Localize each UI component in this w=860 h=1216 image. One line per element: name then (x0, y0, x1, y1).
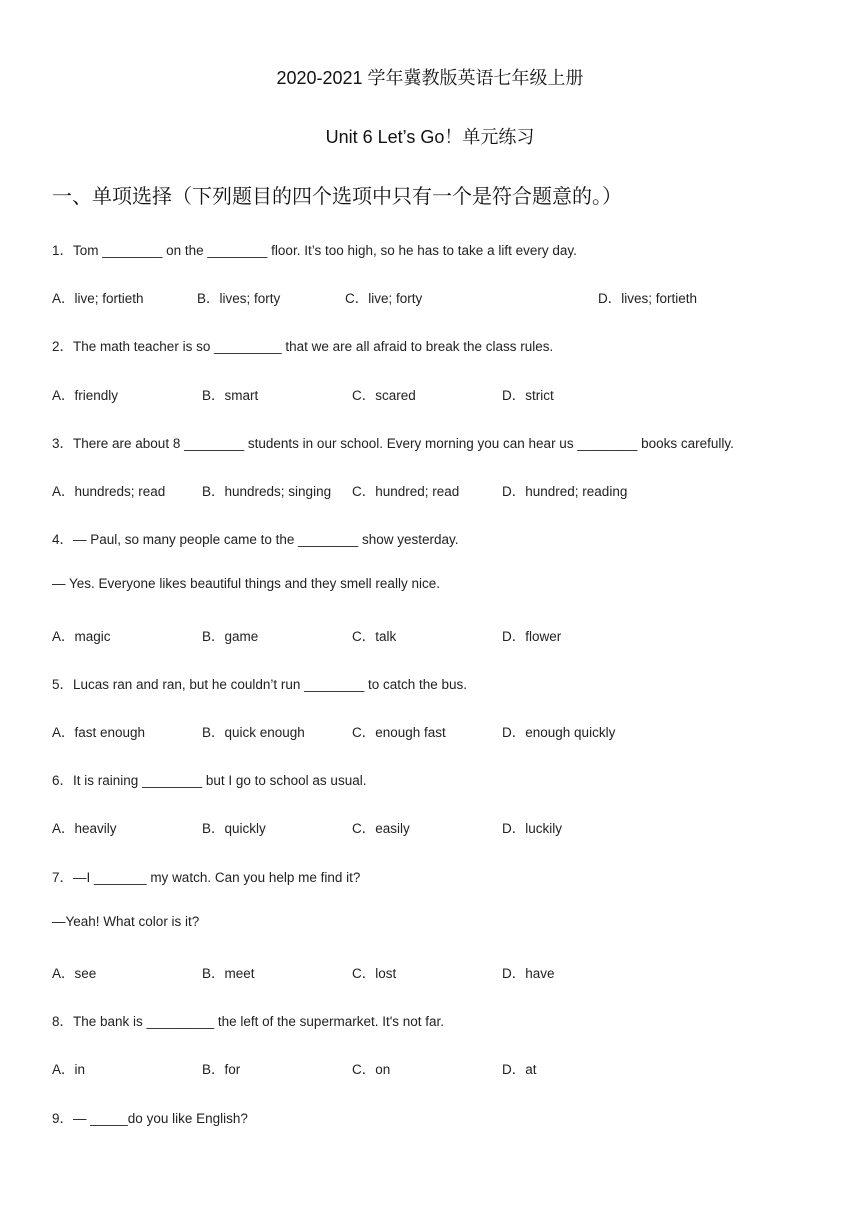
question-stem: 7．—I _______ my watch. Can you help me find it? (52, 870, 361, 885)
option-d: D．lives; fortieth (598, 291, 698, 306)
document-subtitle: Unit 6 Let’s Go！单元练习 (325, 127, 535, 147)
option-b: B．game (202, 629, 259, 644)
option-c: C．enough fast (352, 725, 446, 740)
option-b: B．quick enough (202, 725, 305, 740)
option-d: D．hundred; reading (502, 484, 628, 499)
question-stem: 1．Tom ________ on the ________ floor. It’s too high, so he has to take a lift every day. (52, 243, 577, 258)
question-stem: 2．The math teacher is so _________ that we are all afraid to break the class rules. (52, 339, 554, 354)
options-row (52, 962, 812, 982)
option-c: C．easily (352, 821, 410, 836)
question-dialogue-line: — Yes. Everyone likes beautiful things and they smell really nice. (52, 576, 440, 591)
options-row (52, 287, 812, 307)
option-a: A．fast enough (52, 725, 146, 740)
section-heading: 一、单项选择（下列题目的四个选项中只有一个是符合题意的。） (52, 186, 622, 208)
question-stem: 6．It is raining ________ but I go to school as usual. (52, 773, 367, 788)
option-b: B．smart (202, 388, 259, 403)
options-row (52, 817, 812, 837)
document-title: 2020-2021 学年冀教版英语七年级上册 (276, 68, 584, 88)
option-c: C．scared (352, 388, 416, 403)
option-d: D．at (502, 1062, 537, 1077)
option-a: A．magic (52, 629, 111, 644)
option-d: D．have (502, 966, 555, 981)
option-a: A．hundreds; read (52, 484, 166, 499)
options-row (52, 384, 812, 404)
options-row (52, 625, 812, 645)
options-row (52, 1058, 812, 1078)
option-d: D．strict (502, 388, 554, 403)
option-a: A．heavily (52, 821, 117, 836)
option-b: B．hundreds; singing (202, 484, 332, 499)
option-d: D．luckily (502, 821, 563, 836)
option-b: B．for (202, 1062, 241, 1077)
options-row (52, 721, 812, 741)
option-b: B．meet (202, 966, 255, 981)
option-c: C．live; forty (345, 291, 423, 306)
question-stem: 5．Lucas ran and ran, but he couldn’t run ________ to catch the bus. (52, 677, 468, 692)
option-c: C．on (352, 1062, 391, 1077)
options-row (52, 480, 812, 500)
option-c: C．hundred; read (352, 484, 460, 499)
question-stem: 8．The bank is _________ the left of the supermarket. It's not far. (52, 1014, 445, 1029)
option-a: A．in (52, 1062, 86, 1077)
option-d: D．flower (502, 629, 562, 644)
question-stem: 4．— Paul, so many people came to the ________ show yesterday. (52, 532, 459, 547)
option-d: D．enough quickly (502, 725, 616, 740)
option-a: A．friendly (52, 388, 119, 403)
question-dialogue-line: —Yeah! What color is it? (52, 914, 200, 929)
question-stem: 9．— _____do you like English? (52, 1111, 248, 1126)
option-a: A．live; fortieth (52, 291, 144, 306)
option-c: C．lost (352, 966, 397, 981)
option-b: B．quickly (202, 821, 266, 836)
option-c: C．talk (352, 629, 397, 644)
question-stem: 3．There are about 8 ________ students in our school. Every morning you can hear us ________ books carefully. (52, 436, 734, 451)
option-b: B．lives; forty (197, 291, 281, 306)
option-a: A．see (52, 966, 97, 981)
